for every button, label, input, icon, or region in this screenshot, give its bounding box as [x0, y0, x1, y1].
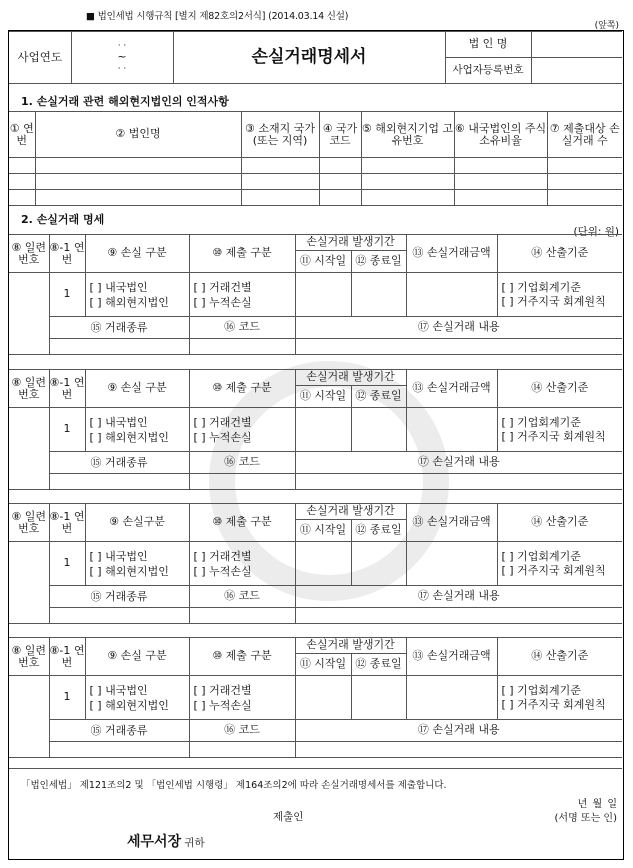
- end-date-header: ⑫ 종료일: [351, 251, 406, 273]
- sub-serial-header: ⑧-1 연번: [49, 504, 85, 542]
- loss-type-domestic[interactable]: [ ] 내국법인: [89, 549, 148, 563]
- s1-cell[interactable]: [35, 190, 241, 206]
- loss-amount-value[interactable]: [406, 273, 497, 317]
- submit-type-header: ⑩ 제출 구분: [189, 638, 295, 676]
- serial-header: ⑧ 일련 번호: [9, 370, 49, 408]
- loss-amount-header: ⑬ 손실거래금액: [406, 638, 497, 676]
- basis-header: ⑭ 산출기준: [497, 235, 622, 273]
- s1-col-serial: ① 연번: [9, 112, 35, 158]
- loss-type-foreign[interactable]: [ ] 해외현지법인: [89, 295, 169, 309]
- section1-title: 1. 손실거래 관련 해외현지법인의 인적사항: [21, 95, 229, 108]
- serial-header: ⑧ 일련 번호: [9, 504, 49, 542]
- loss-amount-header: ⑬ 손실거래금액: [406, 504, 497, 542]
- loss-type-header: ⑨ 손실 구분: [85, 638, 189, 676]
- loss-amount-value[interactable]: [406, 408, 497, 452]
- signature-field[interactable]: (서명 또는 인): [554, 813, 617, 824]
- end-date-value[interactable]: [351, 676, 406, 720]
- s1-cell[interactable]: [361, 158, 454, 174]
- loss-detail-block: [9, 369, 622, 490]
- loss-transaction-form: [8, 30, 624, 860]
- code-value[interactable]: [189, 608, 295, 624]
- s1-col-loss-count: ⑦ 제출대상 손실거래 수: [547, 112, 622, 158]
- s1-cell[interactable]: [319, 158, 361, 174]
- loss-amount-value[interactable]: [406, 542, 497, 586]
- s1-cell[interactable]: [9, 158, 35, 174]
- s1-cell[interactable]: [35, 158, 241, 174]
- basis-header: ⑭ 산출기준: [497, 638, 622, 676]
- trade-kind-header: ⑮ 거래종류: [49, 720, 189, 742]
- s1-cell[interactable]: [547, 190, 622, 206]
- submit-type-header: ⑩ 제출 구분: [189, 370, 295, 408]
- period-header: 손실거래 발생기간: [295, 638, 406, 654]
- start-date-value[interactable]: [295, 542, 351, 586]
- loss-detail-block: [9, 637, 622, 758]
- serial-header: ⑧ 일련 번호: [9, 638, 49, 676]
- start-date-header: ⑪ 시작일: [295, 520, 351, 542]
- start-date-value[interactable]: [295, 408, 351, 452]
- addressee: [127, 831, 205, 851]
- basis-residence-accounting[interactable]: [ ] 거주지국 회계원칙: [501, 697, 606, 711]
- end-date-value[interactable]: [351, 273, 406, 317]
- tax-office: 세무서장: [127, 834, 182, 850]
- s1-cell[interactable]: [454, 190, 547, 206]
- trade-kind-value[interactable]: [49, 474, 189, 490]
- trade-kind-header: ⑮ 거래종류: [49, 317, 189, 339]
- loss-content-value[interactable]: [295, 474, 622, 490]
- start-date-header: ⑪ 시작일: [295, 654, 351, 676]
- period-header: 손실거래 발생기간: [295, 370, 406, 386]
- period-header: 손실거래 발생기간: [295, 504, 406, 520]
- basis-options[interactable]: [497, 273, 622, 317]
- fiscal-year-range[interactable]: · · ~ · ·: [71, 32, 173, 84]
- s1-col-country-code: ④ 국가 코드: [319, 112, 361, 158]
- submit-type-cumulative[interactable]: [ ] 누적손실: [193, 698, 252, 712]
- s1-cell[interactable]: [35, 174, 241, 190]
- code-value[interactable]: [189, 474, 295, 490]
- basis-corporate-gaap[interactable]: [ ] 기업회계기준: [501, 415, 581, 429]
- s1-cell[interactable]: [241, 190, 319, 206]
- form-title: 손실거래명세서: [173, 32, 445, 84]
- basis-residence-accounting[interactable]: [ ] 거주지국 회계원칙: [501, 294, 606, 308]
- loss-type-options[interactable]: [85, 676, 189, 720]
- s1-col-country: ③ 소재지 국가 (또는 지역): [241, 112, 319, 158]
- submit-type-per-transaction[interactable]: [ ] 거래건별: [193, 549, 252, 563]
- section1-table: [9, 111, 622, 206]
- submit-type-per-transaction[interactable]: [ ] 거래건별: [193, 280, 252, 294]
- loss-amount-value[interactable]: [406, 676, 497, 720]
- serial-value[interactable]: [9, 676, 49, 758]
- regulation-header: ■ 법인세법 시행규칙 [별지 제82호의2서식] (2014.03.14 신설): [86, 11, 349, 22]
- basis-corporate-gaap[interactable]: [ ] 기업회계기준: [501, 549, 581, 563]
- form-header-table: [9, 31, 622, 84]
- loss-detail-block: [9, 503, 622, 624]
- submitter-label: 제출인: [273, 811, 304, 823]
- code-header: ⑯ 코드: [189, 720, 295, 742]
- basis-options[interactable]: [497, 542, 622, 586]
- loss-detail-block: [9, 234, 622, 355]
- s1-cell[interactable]: [241, 158, 319, 174]
- sub-serial-header: ⑧-1 연번: [49, 638, 85, 676]
- loss-type-options[interactable]: [85, 408, 189, 452]
- submit-type-options[interactable]: [189, 273, 295, 317]
- submit-type-header: ⑩ 제출 구분: [189, 235, 295, 273]
- loss-content-value[interactable]: [295, 608, 622, 624]
- period-header: 손실거래 발생기간: [295, 235, 406, 251]
- trade-kind-header: ⑮ 거래종류: [49, 586, 189, 608]
- trade-kind-value[interactable]: [49, 339, 189, 355]
- code-header: ⑯ 코드: [189, 452, 295, 474]
- s1-cell[interactable]: [9, 174, 35, 190]
- submission-statement: 「법인세법」 제121조의2 및 「법인세법 시행령」 제164조의2에 따라 손실거래명세서를 제출합니다.: [21, 780, 447, 791]
- basis-corporate-gaap[interactable]: [ ] 기업회계기준: [501, 683, 581, 697]
- s1-cell[interactable]: [9, 190, 35, 206]
- corp-name-label: 법 인 명: [445, 32, 531, 58]
- start-date-value[interactable]: [295, 676, 351, 720]
- start-date-header: ⑪ 시작일: [295, 251, 351, 273]
- s1-cell[interactable]: [241, 174, 319, 190]
- loss-content-header: ⑰ 손실거래 내용: [295, 720, 622, 742]
- code-header: ⑯ 코드: [189, 317, 295, 339]
- serial-value[interactable]: [9, 542, 49, 624]
- sub-serial-header: ⑧-1 연번: [49, 370, 85, 408]
- basis-residence-accounting[interactable]: [ ] 거주지국 회계원칙: [501, 563, 606, 577]
- submit-type-per-transaction[interactable]: [ ] 거래건별: [193, 683, 252, 697]
- s1-cell[interactable]: [319, 174, 361, 190]
- start-date-header: ⑪ 시작일: [295, 386, 351, 408]
- basis-header: ⑭ 산출기준: [497, 504, 622, 542]
- loss-content-value[interactable]: [295, 742, 622, 758]
- loss-type-options[interactable]: [85, 273, 189, 317]
- end-date-header: ⑫ 종료일: [351, 520, 406, 542]
- submit-type-header: ⑩ 제출 구분: [189, 504, 295, 542]
- row-number: 1: [49, 676, 85, 720]
- loss-content-header: ⑰ 손실거래 내용: [295, 452, 622, 474]
- submit-type-options[interactable]: [189, 542, 295, 586]
- row-number: 1: [49, 273, 85, 317]
- basis-header: ⑭ 산출기준: [497, 370, 622, 408]
- section2-title: 2. 손실거래 명세: [21, 213, 105, 226]
- end-date-value[interactable]: [351, 542, 406, 586]
- s1-cell[interactable]: [361, 190, 454, 206]
- serial-header: ⑧ 일련 번호: [9, 235, 49, 273]
- page-side-label: (앞쪽): [594, 21, 619, 31]
- submit-type-cumulative[interactable]: [ ] 누적손실: [193, 430, 252, 444]
- bizno-value[interactable]: [531, 58, 622, 84]
- loss-content-value[interactable]: [295, 339, 622, 355]
- loss-type-foreign[interactable]: [ ] 해외현지법인: [89, 564, 169, 578]
- s1-col-foreign-id: ⑤ 해외현지기업 고유번호: [361, 112, 454, 158]
- start-date-value[interactable]: [295, 273, 351, 317]
- submit-type-options[interactable]: [189, 408, 295, 452]
- fiscal-year-label: 사업연도: [9, 32, 71, 84]
- honorific: 귀하: [184, 837, 205, 849]
- loss-amount-header: ⑬ 손실거래금액: [406, 370, 497, 408]
- loss-type-domestic[interactable]: [ ] 내국법인: [89, 280, 148, 294]
- serial-value[interactable]: [9, 273, 49, 355]
- end-date-header: ⑫ 종료일: [351, 386, 406, 408]
- loss-type-foreign[interactable]: [ ] 해외현지법인: [89, 430, 169, 444]
- basis-options[interactable]: [497, 408, 622, 452]
- row-number: 1: [49, 408, 85, 452]
- submit-type-cumulative[interactable]: [ ] 누적손실: [193, 295, 252, 309]
- s1-cell[interactable]: [547, 174, 622, 190]
- serial-value[interactable]: [9, 408, 49, 490]
- bizno-label: 사업자등록번호: [445, 58, 531, 84]
- s1-col-share-ratio: ⑥ 내국법인의 주식소유비율: [454, 112, 547, 158]
- code-header: ⑯ 코드: [189, 586, 295, 608]
- end-date-value[interactable]: [351, 408, 406, 452]
- loss-type-header: ⑨ 손실 구분: [85, 370, 189, 408]
- loss-type-domestic[interactable]: [ ] 내국법인: [89, 683, 148, 697]
- unit-label: (단위: 원): [573, 226, 619, 238]
- s1-cell[interactable]: [454, 158, 547, 174]
- basis-options[interactable]: [497, 676, 622, 720]
- loss-type-foreign[interactable]: [ ] 해외현지법인: [89, 698, 169, 712]
- end-date-header: ⑫ 종료일: [351, 654, 406, 676]
- code-value[interactable]: [189, 742, 295, 758]
- loss-type-header: ⑨ 손실구분: [85, 504, 189, 542]
- submit-type-cumulative[interactable]: [ ] 누적손실: [193, 564, 252, 578]
- row-number: 1: [49, 542, 85, 586]
- s1-cell[interactable]: [361, 174, 454, 190]
- basis-corporate-gaap[interactable]: [ ] 기업회계기준: [501, 280, 581, 294]
- submission-date[interactable]: 년 월 일: [577, 799, 617, 810]
- trade-kind-header: ⑮ 거래종류: [49, 452, 189, 474]
- loss-content-header: ⑰ 손실거래 내용: [295, 586, 622, 608]
- loss-content-header: ⑰ 손실거래 내용: [295, 317, 622, 339]
- code-value[interactable]: [189, 339, 295, 355]
- loss-type-header: ⑨ 손실 구분: [85, 235, 189, 273]
- s1-cell[interactable]: [547, 158, 622, 174]
- trade-kind-value[interactable]: [49, 742, 189, 758]
- s1-cell[interactable]: [319, 190, 361, 206]
- footer-divider: [9, 768, 622, 769]
- sub-serial-header: ⑧-1 연번: [49, 235, 85, 273]
- loss-amount-header: ⑬ 손실거래금액: [406, 235, 497, 273]
- s1-cell[interactable]: [454, 174, 547, 190]
- loss-type-options[interactable]: [85, 542, 189, 586]
- submit-type-per-transaction[interactable]: [ ] 거래건별: [193, 415, 252, 429]
- trade-kind-value[interactable]: [49, 608, 189, 624]
- corp-name-value[interactable]: [531, 32, 622, 58]
- loss-type-domestic[interactable]: [ ] 내국법인: [89, 415, 148, 429]
- s1-col-corp-name: ② 법인명: [35, 112, 241, 158]
- submit-type-options[interactable]: [189, 676, 295, 720]
- basis-residence-accounting[interactable]: [ ] 거주지국 회계원칙: [501, 429, 606, 443]
